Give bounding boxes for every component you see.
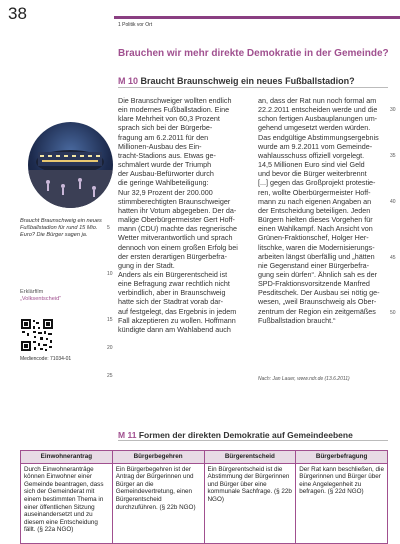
text-line: gung sein dürfen“. Ähnlich sah es der xyxy=(258,269,378,279)
text-line: wahlausschuss offiziell vorgelegt. xyxy=(258,150,365,160)
m10-title-text: Braucht Braunschweig ein neues Fußballstadion? xyxy=(140,76,355,86)
text-line: klare Mehrheit von 60,3 Prozent xyxy=(118,114,220,124)
text-line: an, dass der Rat nun noch formal am xyxy=(258,96,377,105)
text-line: Das endgültige Abstimmungsergebnis xyxy=(258,132,379,142)
text-line: sprach sich bei der Bürgerbe- xyxy=(118,123,213,133)
page-number: 38 xyxy=(8,4,27,23)
text-line: hatte sich der Stadtrat vorab dar- xyxy=(118,297,224,307)
line-number: 20 xyxy=(107,345,113,351)
m10-label: M 10 xyxy=(118,76,139,86)
text-line: auf festgelegt, das Ergebnis in jedem xyxy=(118,306,237,316)
table-header: Einwohnerantrag xyxy=(21,451,113,464)
top-divider xyxy=(114,16,400,19)
text-line: Fußballstadion braucht.“ xyxy=(258,315,336,325)
text-line: die geringe Wahlbeteiligung: xyxy=(118,178,209,188)
line-number: 5 xyxy=(107,225,110,231)
text-line: schon fertigen Ausbauplanungen um- xyxy=(258,114,378,124)
text-line: tracht-Stadions aus. Etwas ge- xyxy=(118,150,216,160)
line-number: 40 xyxy=(390,199,396,205)
line-number: 50 xyxy=(390,310,396,316)
text-line: dennoch von einem großen Erfolg bei xyxy=(118,242,238,252)
text-line: und bevor die Bürger weiterbrennt xyxy=(258,169,367,179)
text-line: 14,5 Millionen Euro sind viel Geld xyxy=(258,160,365,170)
text-line: ein modernes Fußballstadion. Eine xyxy=(118,105,230,115)
line-number: 35 xyxy=(390,153,396,159)
text-line: litschke, waren die Modernisierungs- xyxy=(258,242,375,252)
table-cell: Der Rat kann beschließen, die Bürgerinnen und Bürger über eine Angelegenheit zu befragen. (§ 22d NGO) xyxy=(296,463,388,543)
qr-code-icon xyxy=(20,318,54,352)
table-cell: Ein Bürgerentscheid ist die Abstimmung der Bürgerinnen und Bürger über eine kommunale Sachfrage. (§ 22b NGO) xyxy=(204,463,296,543)
m10-text-column-2 xyxy=(258,96,391,325)
text-line: Pesditschek. Der Ausbau sei nötig ge- xyxy=(258,288,380,298)
m10-title xyxy=(118,76,355,86)
text-line: der Entscheidung beteiligen. Jeden xyxy=(258,205,371,215)
table-cell: Ein Bürgerbegehren ist der Antrag der Bürgerinnen und Bürger an die Gemeindevertretung, einen Bürgerentscheid durchzuführen. (§ 22b NGO) xyxy=(112,463,204,543)
text-line: Fall akzeptieren zu wollen. Hoffmann xyxy=(118,315,236,325)
table-header: Bürgerbefragung xyxy=(296,451,388,464)
text-line: Wetter mitverantwortlich und sprach xyxy=(118,233,233,243)
text-line: mann zu nach eigenen Angaben an xyxy=(258,196,372,206)
text-line: hatten ihr Votum abgegeben. Der da- xyxy=(118,205,237,215)
text-line: einen Wahlkampf. Nach Ansicht von xyxy=(258,224,373,234)
text-line: SPD-Fraktionsvorsitzende Manfred xyxy=(258,279,370,289)
text-line: der Ausbau-Befürworter durch xyxy=(118,169,214,179)
line-number: 45 xyxy=(390,255,396,261)
text-line: [...] gegen das Großprojekt protestie- xyxy=(258,178,376,188)
text-line: der ersten derartigen Bürgerbefra- xyxy=(118,251,228,261)
explainer-box xyxy=(20,289,61,303)
line-number: 15 xyxy=(107,317,113,323)
text-line: Nur 32,9 Prozent der 200.000 xyxy=(118,187,213,197)
text-line: Millionen-Ausbau des Ein- xyxy=(118,141,202,151)
text-line: Anders als ein Bürgerentscheid ist xyxy=(118,269,228,279)
text-line: fragung am 6.2.2011 für den xyxy=(118,132,209,142)
page-heading: Brauchen wir mehr direkte Demokratie in der Gemeinde? xyxy=(118,48,389,59)
photo-caption: Braucht Braunschweig ein neues Fußballstadion für rund 15 Mio. Euro? Die Bürger sagen ja. xyxy=(20,218,102,239)
text-line: gung in der Stadt. xyxy=(118,260,175,270)
table-header: Bürgerbegehren xyxy=(112,451,204,464)
qr-code[interactable] xyxy=(20,318,54,352)
table-cell: Durch Einwohneranträge können Einwohner einer Gemeinde beantragen, dass sich der Gemeinderat mit einem bestimmten Thema in einer öffentlichen Sitzung auseinandersetzt und zu diesem eine Entscheidung fällt. (§ 22a NGO) xyxy=(21,463,113,543)
text-line: gehend umgesetzt werden würden. xyxy=(258,123,371,133)
text-line: eine Befragung zwar rechtlich nicht xyxy=(118,279,230,289)
m11-divider xyxy=(118,440,388,441)
text-line: 22.2.2011 entscheiden werde und die xyxy=(258,105,378,115)
line-number: 30 xyxy=(390,107,396,113)
text-line: zentrum der Region ein zeitgemäßes xyxy=(258,306,376,316)
text-line: Die Braunschweiger wollten endlich xyxy=(118,96,232,105)
text-line: wesen, „weil Braunschweig als Ober- xyxy=(258,297,377,307)
stadium-image xyxy=(28,122,113,208)
m11-title xyxy=(118,430,353,440)
media-code: Mediencode: 71034-01 xyxy=(20,356,72,362)
line-number: 25 xyxy=(107,373,113,379)
text-line: wurde am 9.2.2011 vom Gemeinde- xyxy=(258,141,373,151)
text-line: malige Oberbürgermeister Gert Hoff- xyxy=(118,215,235,225)
explainer-link[interactable]: „Volksentscheid“ xyxy=(20,296,62,302)
m10-source: Nach: Jan Lauer, www.ndr.de (13.6.2011) xyxy=(258,376,350,382)
text-line: schmälert wurde der Triumph xyxy=(118,160,212,170)
text-line: ren, wollte Oberbürgermeister Hoff- xyxy=(258,187,371,197)
text-line: verbindlich, aber in Braunschweig xyxy=(118,288,226,298)
table-header: Bürgerentscheid xyxy=(204,451,296,464)
table-header-row xyxy=(21,451,388,464)
table-row xyxy=(21,463,388,543)
line-number: 10 xyxy=(107,271,113,277)
text-line: arbeiten längst überfällig und „hätten xyxy=(258,251,375,261)
m10-divider xyxy=(118,87,388,88)
m11-label: M 11 xyxy=(118,430,137,440)
text-line: Grünen-Fraktionschef, Holger Her- xyxy=(258,233,369,243)
explainer-label: Erklärfilm xyxy=(20,289,44,295)
text-line: kündigte dann am Wahlabend auch xyxy=(118,324,231,334)
text-line: stimmberechtigten Braunschweiger xyxy=(118,196,231,206)
text-line: Bürgern hielten dieses Vorgehen für xyxy=(258,215,373,225)
section-label: 1 Politik vor Ort xyxy=(118,22,153,28)
democracy-forms-table xyxy=(20,450,388,544)
m11-title-text: Formen der direkten Demokratie auf Gemeindeebene xyxy=(138,430,353,440)
m10-text-column-1 xyxy=(118,96,251,334)
stadium-photo xyxy=(28,122,113,208)
text-line: mann (CDU) machte das regnerische xyxy=(118,224,238,234)
text-line: nie Gegenstand einer Bürgerbefra- xyxy=(258,260,370,270)
